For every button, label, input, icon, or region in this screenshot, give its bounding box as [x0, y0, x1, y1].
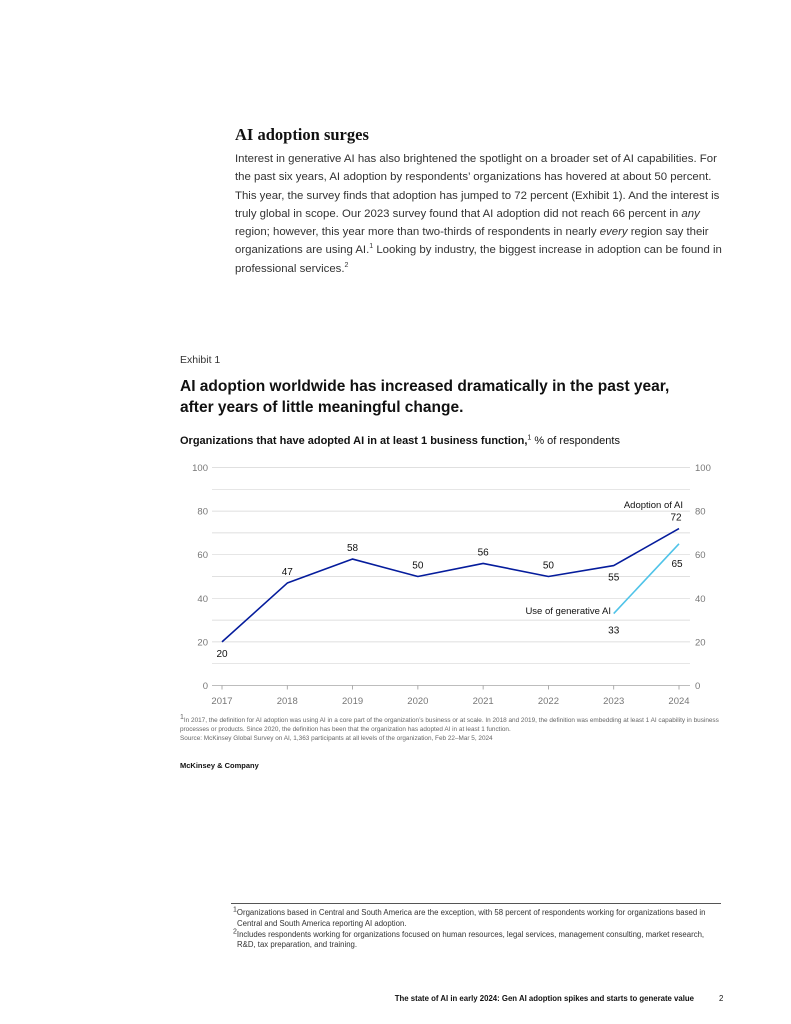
- y-tick-label-right: 0: [695, 681, 701, 692]
- footnotes: [233, 908, 723, 951]
- series-line-gen-ai: [614, 544, 679, 614]
- data-label: 55: [608, 572, 620, 584]
- mckinsey-logo-text: McKinsey & Company: [180, 761, 259, 770]
- exhibit-label: Exhibit 1: [180, 354, 221, 366]
- data-label: 58: [347, 543, 359, 555]
- footer-title: The state of AI in early 2024: Gen AI adoption spikes and starts to generate value: [394, 994, 694, 1003]
- data-label: 65: [671, 558, 683, 570]
- footnote-ref-2: 2: [344, 261, 349, 269]
- body-paragraph: Interest in generative AI has also brightened the spotlight on a broader set of AI capabilities. For the past six years, AI adoption by respondents’ organizations has hovered at about 50 percent. This year, the survey finds that adoption has jumped to 72 percent (Exhibit 1). And the interest is truly global in scope. Our 2023 survey found that AI adoption did not reach 66 percent in any region; however, this year more than two-thirds of respondents in nearly every region say their organizations are using AI.$^1$ Looking by industry, the biggest increase in adoption can be found in professional services.$^2$: [235, 153, 722, 275]
- x-tick-label: 2018: [276, 696, 298, 707]
- y-tick-label-right: 100: [695, 463, 711, 474]
- footnote-divider: [231, 903, 721, 904]
- section-heading: AI adoption surges: [235, 125, 369, 144]
- y-tick-label-left: 40: [197, 593, 208, 605]
- exhibit-title: AI adoption worldwide has increased dramatically in the past year, after years of little meaningful change.: [180, 378, 670, 416]
- chart-subtitle: Organizations that have adopted AI in at least 1 business function,$^1$ % of respondents: [180, 434, 620, 447]
- data-label: 50: [412, 560, 424, 572]
- y-tick-label-left: 80: [197, 506, 208, 518]
- x-tick-label: 2021: [472, 696, 494, 707]
- y-tick-label-left: 60: [197, 550, 208, 562]
- x-tick-label: 2024: [668, 696, 690, 707]
- y-tick-label-left: 0: [202, 681, 208, 692]
- page-number: 2: [719, 994, 724, 1003]
- series-label-gen-ai: Use of generative AI: [525, 606, 611, 617]
- footnote-1: $^1$Organizations based in Central and South America are the exception, with 58 percent of respondents working for organizations based in Central and South America reporting AI adoption.: [233, 906, 706, 928]
- y-tick-label-right: 20: [695, 637, 706, 649]
- x-tick-label: 2023: [603, 696, 625, 707]
- y-tick-label-right: 40: [695, 593, 706, 605]
- x-tick-label: 2017: [211, 696, 233, 707]
- y-tick-label-right: 60: [695, 550, 706, 562]
- x-tick-label: 2019: [342, 696, 364, 707]
- data-label: 72: [670, 512, 682, 524]
- data-label: 20: [216, 648, 228, 660]
- y-tick-label-right: 80: [695, 506, 706, 518]
- footnote-ref-1: 1: [369, 243, 374, 251]
- data-label: 47: [281, 567, 293, 579]
- chart-notes: $^1$In 2017, the definition for AI adoption was using AI in a core part of the organization’s business or at scale. In 2018 and 2019, the definition was embedding at least 1 AI capability in business processes or products. Since 2020, the definition has been that the organization has adopted AI in at least 1 function. Source: McKinsey Global Survey on AI, 1,363 participants at all levels of the organization, Feb 22–Mar 5, 2024: [180, 713, 719, 743]
- footnote-2: $^2$Includes respondents working for organizations focused on human resources, legal services, management consulting, market research, R&D, tax preparation, and training.: [233, 928, 705, 950]
- data-label: 33: [608, 625, 620, 637]
- x-tick-label: 2022: [537, 696, 559, 707]
- y-tick-label-left: 100: [192, 463, 208, 474]
- data-label: 56: [477, 547, 489, 559]
- y-tick-label-left: 20: [197, 637, 208, 649]
- data-label: 50: [542, 560, 554, 572]
- series-label-ai-adoption: Adoption of AI: [623, 500, 683, 511]
- x-tick-label: 2020: [407, 696, 429, 707]
